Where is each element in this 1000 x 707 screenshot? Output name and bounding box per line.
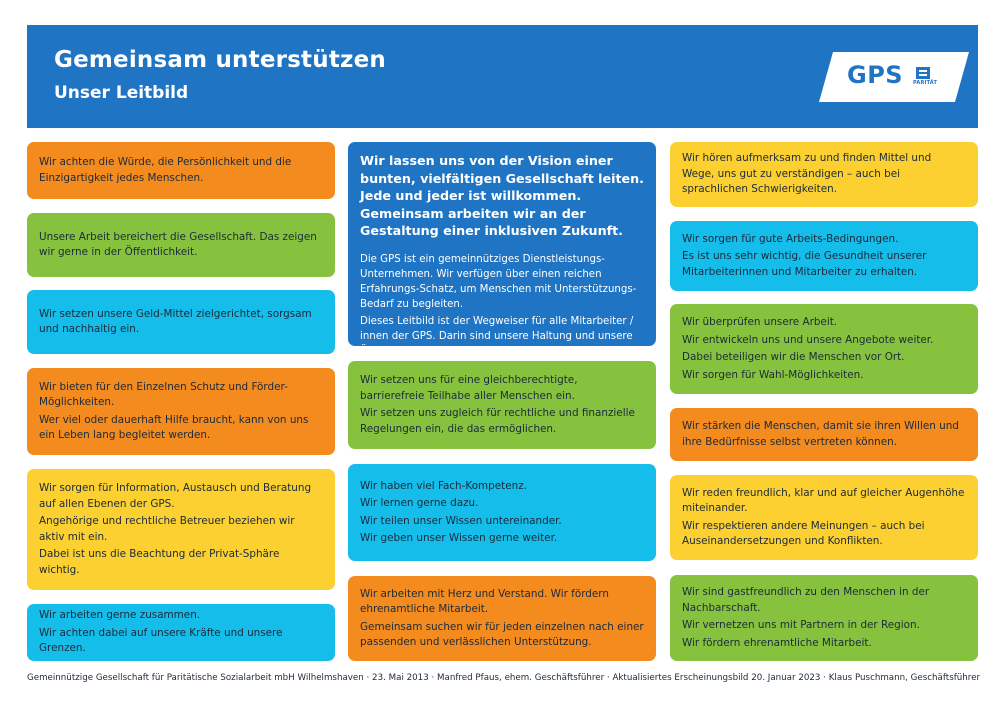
statement-text: Wir hören aufmerksam zu und finden Mittel und Wege, uns gut zu verständigen – auch bei sprachlichen Schwierigkeiten.	[682, 152, 932, 196]
vision-lead: Wir lassen uns von der Vision einer bunten, vielfältigen Gesellschaft leiten. Jede und jeder ist willkommen. Gemeinsam arbeiten wir an der Gestaltung einer inklusiven Zukunft.	[360, 153, 645, 238]
logo-text: GPS	[847, 61, 904, 89]
statement-text: Wir fördern ehrenamtliche Mitarbeit.	[682, 636, 872, 649]
statement-text: Wer viel oder dauerhaft Hilfe braucht, kann von uns ein Leben lang begleitet werden.	[39, 413, 309, 441]
statement-text: Wir arbeiten gerne zusammen.	[39, 609, 201, 622]
statement-text: Wir vernetzen uns mit Partnern in der Region.	[682, 619, 920, 631]
statement-text: Wir setzen uns für eine gleichberechtigte, barrierefreie Teilhabe aller Menschen ein.	[360, 374, 578, 402]
vision-box	[348, 142, 656, 357]
statement-text: Wir bieten für den Einzelnen Schutz und Förder-Möglichkeiten.	[39, 380, 288, 408]
statement-text: Wir setzen unsere Geld-Mittel zielgerichtet, sorgsam und nachhaltig ein.	[39, 307, 312, 335]
paritaet-mark-icon	[916, 67, 930, 79]
page-title: Gemeinsam unterstützen	[54, 47, 386, 73]
statement-text: Dabei beteiligen wir die Menschen vor Ort.	[682, 351, 905, 363]
statement-text: Wir sorgen für gute Arbeits-Bedingungen.	[682, 232, 899, 245]
statement-text: Wir sorgen für Information, Austausch und Beratung auf allen Ebenen der GPS.	[39, 482, 312, 510]
vision-body-text: Die GPS ist ein gemeinnütziges Dienstleistungs-Unternehmen. Wir verfügen über einen reichen Erfahrungs-Schatz, um Menschen mit Unterstützungs-Bedarf zu begleiten.	[360, 253, 637, 310]
vision-body-text: Dieses Leitbild ist der Wegweiser für alle Mitarbeiter / innen der GPS. Darin sind unsere Haltung und unsere Überzeugungen beschrieben.	[360, 315, 634, 357]
statement-box	[348, 361, 656, 449]
statement-text: Angehörige und rechtliche Betreuer beziehen wir aktiv mit ein.	[39, 515, 295, 543]
statement-text: Wir haben viel Fach-Kompetenz.	[360, 479, 527, 492]
statement-text: Wir überprüfen unsere Arbeit.	[682, 316, 838, 328]
statement-box	[27, 469, 335, 590]
statement-box	[27, 604, 335, 661]
logo-subtext: PARITÄT	[913, 80, 938, 86]
statement-text: Wir sorgen für Wahl-Möglichkeiten.	[682, 368, 864, 381]
statement-text: Wir respektieren andere Meinungen – auch bei Auseinandersetzungen und Konflikten.	[682, 519, 925, 547]
statement-text: Wir achten dabei auf unsere Kräfte und unsere Grenzen.	[39, 626, 283, 655]
statement-text: Wir geben unser Wissen gerne weiter.	[360, 532, 558, 544]
statement-box	[670, 142, 978, 207]
statement-box	[670, 304, 978, 394]
statement-box	[670, 575, 978, 661]
statement-box	[348, 576, 656, 661]
statement-text: Wir stärken die Menschen, damit sie ihren Willen und ihre Bedürfnisse selbst vertreten können.	[682, 420, 959, 448]
statement-box	[348, 464, 656, 561]
statement-text: Wir reden freundlich, klar und auf gleicher Augenhöhe miteinander.	[682, 486, 965, 514]
page-subtitle: Unser Leitbild	[54, 83, 189, 103]
gps-logo	[819, 52, 969, 102]
statement-text: Wir teilen unser Wissen untereinander.	[360, 514, 562, 527]
statement-text: Wir achten die Würde, die Persönlichkeit und die Einzigartigkeit jedes Menschen.	[39, 156, 292, 184]
statement-text: Dabei ist uns die Beachtung der Privat-Sphäre wichtig.	[39, 548, 280, 576]
statement-text: Wir entwickeln uns und unsere Angebote weiter.	[682, 333, 934, 346]
statement-box	[670, 408, 978, 461]
footer-text: Gemeinnützige Gesellschaft für Paritätische Sozialarbeit mbH Wilhelmshaven · 23. Mai 2013 · Manfred Pfaus, ehem. Geschäftsführer · Aktualisiertes Erscheinungsbild 20. Januar 2023 · Klaus Puschmann, Geschäftsführer	[27, 673, 981, 683]
statement-text: Wir lernen gerne dazu.	[360, 497, 479, 509]
statement-text: Unsere Arbeit bereichert die Gesellschaft. Das zeigen wir gerne in der Öffentlichkeit.	[39, 230, 317, 258]
statement-text: Wir arbeiten mit Herz und Verstand. Wir fördern ehrenamtliche Mitarbeit.	[360, 587, 609, 615]
statement-text: Wir setzen uns zugleich für rechtliche und finanzielle Regelungen ein, die das ermöglichen.	[360, 407, 635, 435]
header-banner	[27, 25, 978, 128]
statement-box	[670, 221, 978, 291]
statement-box	[27, 368, 335, 455]
statement-text: Es ist uns sehr wichtig, die Gesundheit unserer Mitarbeiterinnen und Mitarbeiter zu erhalten.	[682, 250, 927, 278]
statement-text: Wir sind gastfreundlich zu den Menschen in der Nachbarschaft.	[682, 586, 930, 614]
statement-text: Gemeinsam suchen wir für jeden einzelnen nach einer passenden und verlässlichen Unterstützung.	[360, 620, 644, 648]
statement-box	[27, 142, 335, 199]
statement-box	[27, 213, 335, 277]
statement-box	[27, 290, 335, 354]
statement-box	[670, 475, 978, 560]
